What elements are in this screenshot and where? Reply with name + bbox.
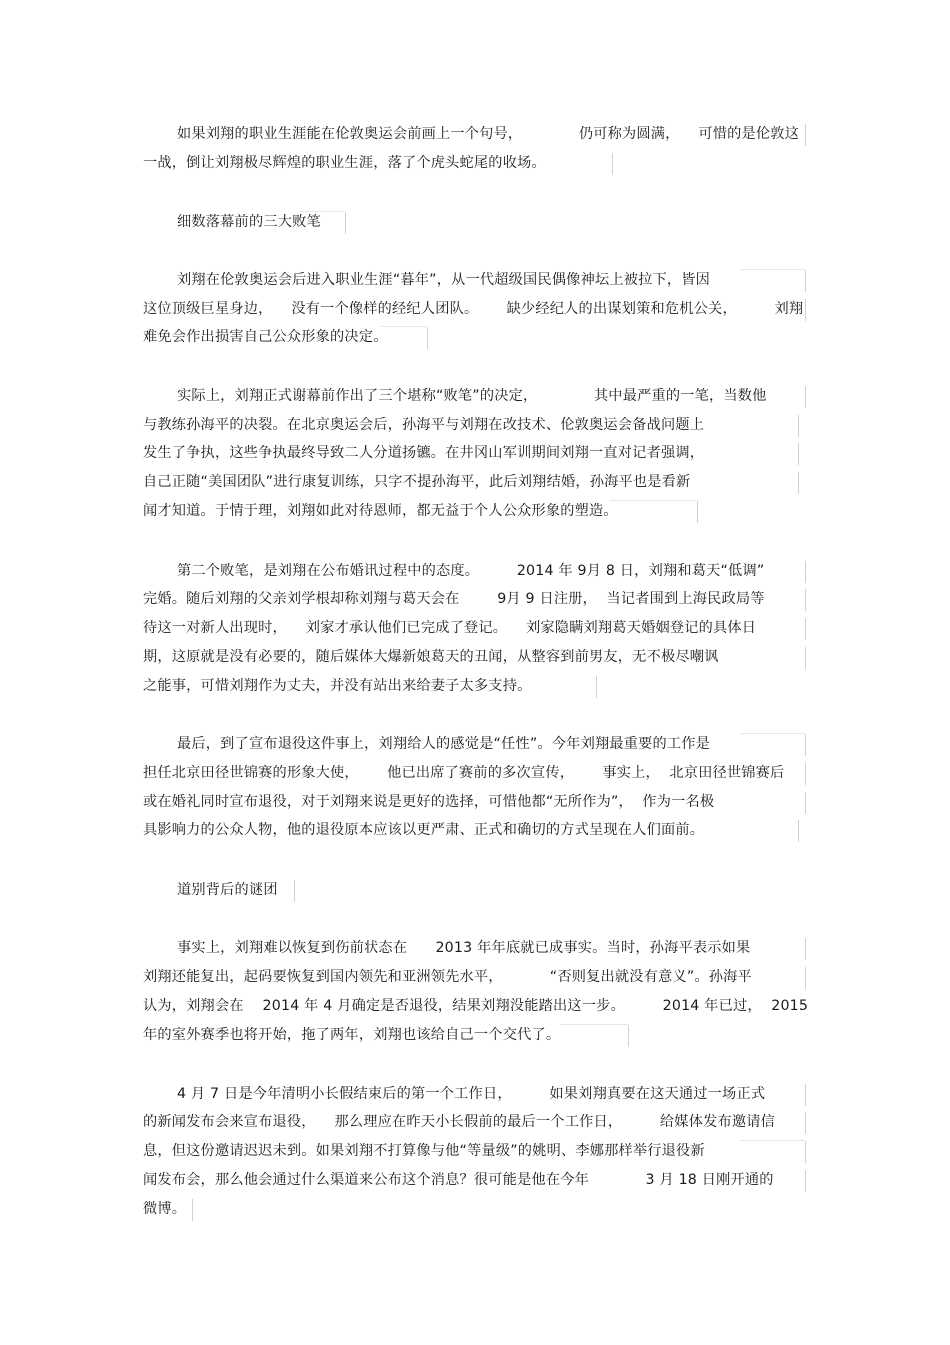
paragraph-5-line-1: 最后，到了宣布退役这件事上，刘翔给人的感觉是“任性”。今年刘翔最重要的工作是 bbox=[177, 736, 711, 752]
section-heading-2: 道别背后的谜团 bbox=[177, 882, 278, 898]
paragraph-6-line-4: 年的室外赛季也将开始，拖了两年，刘翔也该给自己一个交代了。 bbox=[143, 1027, 561, 1043]
text-box-edge bbox=[805, 589, 806, 611]
paragraph-3-line-1: 实际上，刘翔正式谢幕前作出了三个堪称“败笔”的决定， 其中最严重的一笔，当数他 bbox=[177, 388, 767, 404]
text-box-edge bbox=[798, 443, 799, 465]
paragraph-5-line-3: 或在婚礼同时宣布退役，对于刘翔来说是更好的选择，可惜他都“无所作为”， 作为一名极 bbox=[143, 794, 715, 810]
text-box-edge bbox=[805, 1084, 806, 1106]
text-box-edge bbox=[805, 270, 806, 292]
paragraph-5-line-2: 担任北京田径世锦赛的形象大使， 他已出席了赛前的多次宣传， 事实上， 北京田径世锦赛后 bbox=[143, 765, 785, 781]
paragraph-4-line-4: 期，这原就是没有必要的，随后媒体大爆新娘葛天的丑闻，从整容到前男友，无不极尽嘲讽 bbox=[143, 649, 719, 665]
text-box-edge bbox=[192, 1199, 193, 1221]
paragraph-7-line-3: 息，但这份邀请迟迟未到。如果刘翔不打算像与他“等量级”的姚明、李娜那样举行退役新 bbox=[143, 1143, 705, 1159]
text-box-edge bbox=[380, 326, 427, 327]
paragraph-2-line-3: 难免会作出损害自己公众形象的决定。 bbox=[143, 329, 388, 345]
paragraph-6-line-3: 认为，刘翔会在 2014 年 4 月确定是否退役，结果刘翔没能踏出这一步。 2014 年已过， 2015 bbox=[143, 998, 809, 1014]
paragraph-7-line-2: 的新闻发布会来宣布退役， 那么理应在昨天小长假前的最后一个工作日， 给媒体发布邀请信 bbox=[143, 1114, 776, 1130]
text-box-edge bbox=[294, 880, 295, 902]
paragraph-1-line-2: 一战，倒让刘翔极尽辉煌的职业生涯，落了个虎头蛇尾的收场。 bbox=[143, 155, 546, 171]
paragraph-2-line-1: 刘翔在伦敦奥运会后进入职业生涯“暮年”，从一代超级国民偶像神坛上被拉下，皆因 bbox=[177, 272, 711, 288]
text-box-edge bbox=[805, 618, 806, 640]
text-box-edge bbox=[427, 327, 428, 349]
text-box-edge bbox=[740, 733, 805, 734]
paragraph-3-line-2: 与教练孙海平的决裂。在北京奥运会后，孙海平与刘翔在改技术、伦敦奥运会备战问题上 bbox=[143, 417, 705, 433]
text-box-edge bbox=[805, 561, 806, 583]
text-box-edge bbox=[798, 820, 799, 842]
section-heading-1: 细数落幕前的三大败笔 bbox=[177, 214, 321, 230]
paragraph-7-line-4: 闻发布会，那么他会通过什么渠道来公布这个消息？很可能是他在今年 3 月 18 日刚开通的 bbox=[143, 1172, 774, 1188]
text-box-edge bbox=[805, 124, 806, 146]
text-box-edge bbox=[740, 1140, 805, 1141]
text-box-edge bbox=[798, 472, 799, 494]
text-box-edge bbox=[560, 1024, 628, 1025]
text-box-edge bbox=[345, 212, 346, 234]
text-box-edge bbox=[805, 299, 806, 321]
text-box-edge bbox=[805, 967, 806, 989]
paragraph-1-line-1: 如果刘翔的职业生涯能在伦敦奥运会前画上一个句号， 仍可称为圆满， 可惜的是伦敦这 bbox=[177, 126, 800, 142]
paragraph-4-line-2: 完婚。随后刘翔的父亲刘学根却称刘翔与葛天会在 9月 9 日注册， 当记者围到上海民政局等 bbox=[143, 591, 765, 607]
text-box-edge bbox=[697, 501, 698, 523]
text-box-edge bbox=[805, 386, 806, 408]
paragraph-7-line-1: 4 月 7 日是今年清明小长假结束后的第一个工作日， 如果刘翔真要在这天通过一场正式 bbox=[177, 1086, 766, 1102]
text-box-edge bbox=[805, 792, 806, 814]
paragraph-6-line-2: 刘翔还能复出，起码要恢复到国内领先和亚洲领先水平， “否则复出就没有意义”。孙海平 bbox=[143, 969, 752, 985]
text-box-edge bbox=[805, 1112, 806, 1134]
paragraph-2-line-2: 这位顶级巨星身边， 没有一个像样的经纪人团队。 缺少经纪人的出谋划策和危机公关， 刘翔 bbox=[143, 301, 804, 317]
text-box-edge bbox=[596, 676, 597, 698]
text-box-edge bbox=[805, 938, 806, 960]
text-box-edge bbox=[805, 763, 806, 785]
paragraph-4-line-5: 之能事，可惜刘翔作为丈夫，并没有站出来给妻子太多支持。 bbox=[143, 678, 532, 694]
paragraph-3-line-3: 发生了争执，这些争执最终导致二人分道扬镳。在井冈山军训期间刘翔一直对记者强调， bbox=[143, 445, 705, 461]
paragraph-6-line-1: 事实上，刘翔难以恢复到伤前状态在 2013 年年底就已成事实。当时，孙海平表示如果 bbox=[177, 940, 751, 956]
text-box-edge bbox=[805, 1170, 806, 1192]
paragraph-7-line-5: 微博。 bbox=[143, 1201, 187, 1217]
text-box-edge bbox=[610, 500, 697, 501]
paragraph-3-line-4: 自己正随“美国团队”进行康复训练，只字不提孙海平，此后刘翔结婚，孙海平也是看新 bbox=[143, 474, 691, 490]
text-box-edge bbox=[798, 415, 799, 437]
paragraph-5-line-4: 具影响力的公众人物，他的退役原本应该以更严肃、正式和确切的方式呈现在人们面前。 bbox=[143, 822, 705, 838]
paragraph-3-line-5: 闻才知道。于情于理，刘翔如此对待恩师，都无益于个人公众形象的塑造。 bbox=[143, 503, 618, 519]
paragraph-4-line-3: 待这一对新人出现时， 刘家才承认他们已完成了登记。 刘家隐瞒刘翔葛天婚姻登记的具体日 bbox=[143, 620, 757, 636]
text-box-edge bbox=[805, 647, 806, 669]
text-box-edge bbox=[612, 153, 613, 175]
text-box-edge bbox=[805, 734, 806, 756]
text-box-edge bbox=[628, 1025, 629, 1047]
text-box-edge bbox=[300, 211, 345, 212]
text-box-edge bbox=[740, 269, 805, 270]
text-box-edge bbox=[805, 1141, 806, 1163]
paragraph-4-line-1: 第二个败笔，是刘翔在公布婚讯过程中的态度。 2014 年 9月 8 日，刘翔和葛天“低调” bbox=[177, 563, 765, 579]
